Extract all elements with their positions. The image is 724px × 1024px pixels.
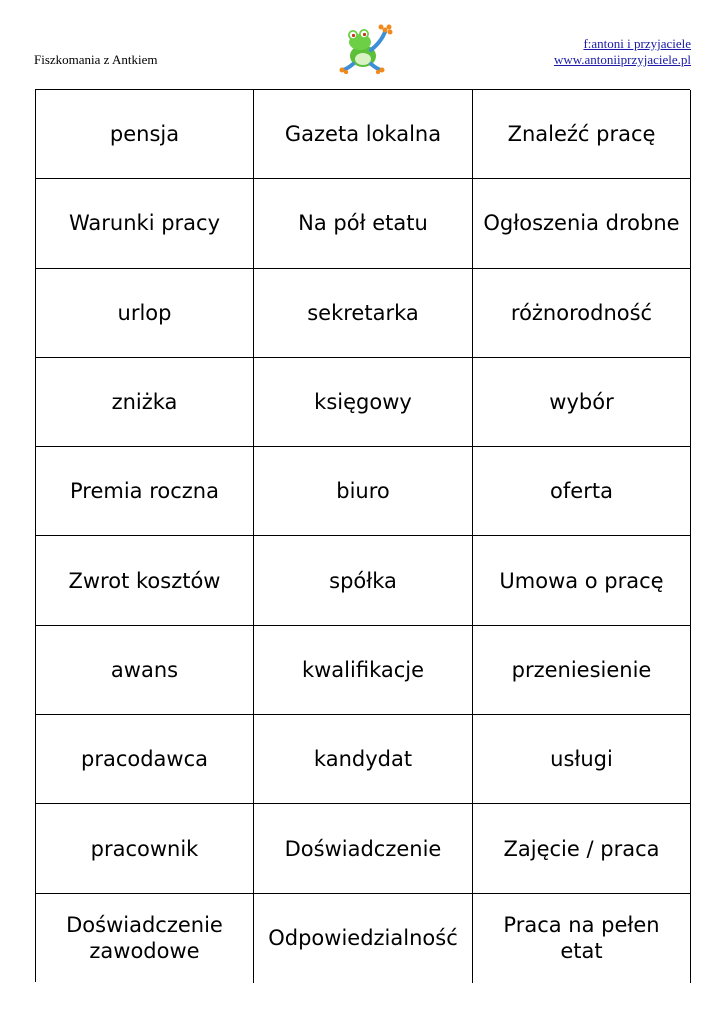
flashcard-cell: Umowa o pracę [473,536,691,625]
flashcard-cell: wybór [473,358,691,447]
flashcard-cell: Ogłoszenia drobne [473,179,691,268]
flashcard-cell: pensja [36,90,254,179]
flashcard-cell: Odpowiedzialność [254,894,473,983]
flashcard-cell: Gazeta lokalna [254,90,473,179]
flashcard-cell: pracodawca [36,715,254,804]
flashcard-cell: kwalifikacje [254,626,473,715]
flashcard-cell: kandydat [254,715,473,804]
flashcard-cell: różnorodność [473,269,691,358]
website-link[interactable]: www.antoniiprzyjaciele.pl [553,52,691,67]
flashcard-grid [35,89,690,982]
flashcard-cell: pracownik [36,804,254,893]
flashcard-cell: Praca na pełen etat [473,894,691,983]
flashcard-cell: księgowy [254,358,473,447]
flashcard-cell: sekretarka [254,269,473,358]
flashcard-cell: spółka [254,536,473,625]
facebook-link[interactable]: f:antoni i przyjaciele [583,36,691,51]
header-title: Fiszkomania z Antkiem [34,52,158,67]
flashcard-cell: biuro [254,447,473,536]
flashcard-cell: zniżka [36,358,254,447]
flashcard-cell: przeniesienie [473,626,691,715]
flashcard-cell: Warunki pracy [36,179,254,268]
flashcard-cell: Doświadczenie [254,804,473,893]
flashcard-cell: awans [36,626,254,715]
flashcard-cell: Premia roczna [36,447,254,536]
flashcard-cell: Na pół etatu [254,179,473,268]
flashcard-cell: urlop [36,269,254,358]
frog-logo-icon [333,22,399,74]
flashcard-cell: Zwrot kosztów [36,536,254,625]
flashcard-cell: oferta [473,447,691,536]
flashcard-cell: Zajęcie / praca [473,804,691,893]
flashcard-cell: Doświadczenie zawodowe [36,894,254,983]
header-links [554,36,691,68]
flashcard-cell: Znaleźć pracę [473,90,691,179]
flashcard-cell: usługi [473,715,691,804]
